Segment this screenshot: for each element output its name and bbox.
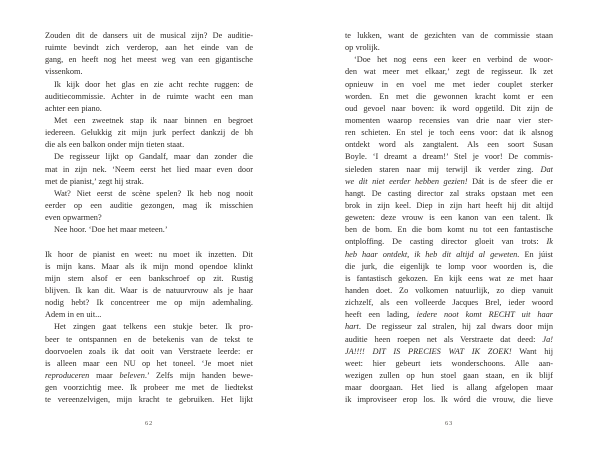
text-line [45,224,253,236]
text-line [345,249,553,261]
page-left [45,30,253,427]
text-segment: .’ Zelfs mijn handen bewe- [144,370,253,380]
text-line [45,249,253,261]
text-segment: auditiecommissie. Achter in de ruimte wacht een man [45,91,253,101]
text-line [45,115,253,127]
text-segment: En júist [519,249,553,259]
text-segment: Zouden dit de dansers uit de musical zijn? De auditie- [45,31,253,40]
text-line [45,66,253,78]
text-line [345,200,553,212]
text-line [345,79,553,91]
text-segment: maar [89,370,120,380]
text-line [345,91,553,103]
text-line [45,334,253,346]
italic-text-segment: reproduceren [45,370,90,380]
text-segment: maar doorgaan. Het lied is allang afgelopen maar [345,383,553,393]
text-line [345,285,553,297]
text-segment: oud gevoel naar boven: ik word opgetild. Dit zijn de [345,103,553,113]
text-line [345,273,553,285]
text-segment: vissenkom. [45,67,83,77]
text-line [345,30,553,42]
text-line [45,127,253,139]
italic-text-segment: JA!!!! DIT IS PRECIES WAT IK ZOEK! [345,346,512,356]
text-line [45,200,253,212]
text-line [45,358,253,370]
text-line [345,334,553,346]
text-line [45,285,253,297]
text-segment: momenten waarop recensies van drie naar vier ster- [345,115,553,125]
text-segment: Adem in en uit... [45,310,102,320]
text-segment: zichzelf, als een volleerde Jacques Brel, ieder woord [345,298,553,308]
italic-text-segment: heb haar ontdekt, ik heb dit altijd al geweten. [345,249,520,259]
text-line [45,297,253,309]
text-segment: Wat? Niet eerst de scène spelen? Ik heb nog nooit [54,188,253,198]
text-line [345,164,553,176]
text-segment: ik improviseer erop los. Ik wórd die vrouw, die lieve [345,395,553,405]
text-segment: die als een balkon onder mijn tieten staat. [45,140,185,150]
text-line [45,261,253,273]
page-left-folio: 62 [144,420,154,428]
text-line [345,42,553,54]
text-line [345,394,553,406]
text-segment: Boyle. ‘I dreamt a dream!’ Stel je voor! De commis- [345,152,553,162]
text-segment: Nee hoor. ‘Doe het maar meteen.’ [54,225,168,235]
text-segment: Dát is de sfeer die er [467,176,553,186]
italic-text-segment: Ik [546,237,553,247]
text-segment: Ik hoor de pianist en weet: nu moet ik inzetten. Dit [45,249,253,259]
text-line [345,382,553,394]
italic-text-segment: iedere noot komt RECHT uit haar [416,310,553,320]
text-line [45,212,253,224]
text-segment: geweten: deze vrouw is een kanon van een talent. Ik [345,213,553,223]
text-line [45,273,253,285]
text-line [45,394,253,406]
text-line [345,188,553,200]
text-line [345,224,553,236]
text-segment: Want hij [511,346,553,356]
text-segment: die jurk, die eigenlijk te lomp voor woorden is, die [345,261,553,271]
text-segment: . De regisseur zal stralen, hij zal dwars door mijn [358,322,553,332]
text-segment: handen doet. Zo volkomen natuurlijk, zo diep vanuit [345,285,553,295]
text-segment: nodig hebt? Ik concentreer me op mijn ademhaling. [45,298,253,308]
text-line [345,236,553,248]
text-line [345,54,553,66]
text-segment: den wat meer met elkaar,’ zegt de regisseur. Ik zet [345,67,553,77]
text-segment: weet: hier gebeurt iets wonderschoons. Alle aan- [345,358,553,368]
text-segment: iedereen. Gelukkig zit mijn jurk perfect dankzij de bh [45,128,253,138]
text-line [345,127,553,139]
text-segment: wezigen zullen op hun stoel gaan staan, en ik blijf [345,370,553,380]
text-line [345,176,553,188]
text-line [45,54,253,66]
text-segment: sieleden staren naar mij terwijl ik verder zing. [345,164,541,174]
text-segment: Met een zweetnek stap ik naar binnen en begroet [54,115,253,125]
text-line [345,66,553,78]
italic-text-segment: we dit niet eerder hebben gezien! [345,176,468,186]
text-segment: worden. En met die gewonnen kracht komt er een [345,91,553,101]
page-left-text [45,30,253,406]
text-segment: mijn stem alsof er een bankschroef op zit. Rustig [45,273,253,283]
text-line [45,370,253,382]
text-line [45,309,253,321]
text-segment: heeft een lading, [345,310,417,320]
text-segment: is fantastisch gekozen. En kijk eens wat ze met haar [345,273,553,283]
text-segment: auditie heen roepen net als Verstraete dat deed: [345,334,543,344]
page-right-folio: 63 [444,420,454,428]
text-segment: De regisseur lijkt op Gandalf, maar dan zonder die [54,152,253,162]
text-segment: ontdekt word als zangtalent. Als een soort Susan [345,140,553,150]
text-segment: is mijn kans. Maar als ik mijn mond opendoe klinkt [45,261,253,271]
text-line [345,212,553,224]
text-segment: ‘Doe het nog eens een keer en verbind de woor- [354,55,553,65]
text-line [345,115,553,127]
italic-text-segment: hart [345,322,359,332]
text-line [345,151,553,163]
text-segment: blijven. Ik kan dit. Waar is de natuurvrouw als je haar [45,285,253,295]
text-segment: ben de bom. En die bom komt nu tot een fantastische [345,225,553,235]
text-line [45,103,253,115]
text-segment: is alleen maar een NU op het toneel. ‘Je moet niet [45,358,253,368]
text-line [345,297,553,309]
text-segment: Ik kijk door het glas en zie acht rechte ruggen: de [54,79,253,89]
text-line [345,103,553,115]
text-line [45,151,253,163]
text-line [45,176,253,188]
text-segment: doorvoelen zoals ik dat ooit van Verstraete leerde: er [45,346,253,356]
text-segment: beer te ontspannen en de betekenis van de tekst te [45,334,253,344]
text-segment: gen voorzichtig mee. Ik probeer me met de liedtekst [45,383,253,393]
text-line [345,346,553,358]
text-line [45,382,253,394]
text-line [345,370,553,382]
text-line [45,42,253,54]
text-segment: even opwarmen? [45,213,102,223]
text-line [45,188,253,200]
text-segment: brok in zijn keel. Diep in zijn hart heeft hij dit altijd [345,200,553,210]
page-right-text [345,30,553,406]
text-line [345,139,553,151]
text-line [345,261,553,273]
text-line [45,30,253,42]
italic-text-segment: Ja! [542,334,553,344]
text-segment: hangt. De casting director zal straks opstaan met een [345,188,553,198]
text-segment: Het zingen gaat telkens een stukje beter. Ik pro- [54,322,253,332]
text-segment: gang, en heeft nog het meest weg van een gigantische [45,55,253,65]
italic-text-segment: Dat [540,164,553,174]
text-line [345,309,553,321]
text-segment: ren schieten. En stel je toch eens voor: dat ik alsnog [345,128,553,138]
text-segment: ontploffing. De casting director gloeit van trots: [345,237,547,247]
text-segment: mat in zijn nek. ‘Neem eerst het lied maar even door [45,164,253,174]
text-line [45,321,253,333]
text-line [45,164,253,176]
text-line [45,91,253,103]
text-segment: met de pianist,’ zegt hij strak. [45,176,144,186]
text-segment: eerder op een auditie gezongen, mag ik misschien [45,200,253,210]
text-line [45,346,253,358]
text-segment: te vereenzelvigen, mijn kracht te gebruiken. Het lijkt [45,395,253,405]
text-segment: op vrolijk. [345,43,380,53]
text-line [345,321,553,333]
text-line [345,358,553,370]
italic-text-segment: beleven [119,370,145,380]
text-segment: ruimte bevindt zich verderop, aan het einde van de [45,43,253,53]
text-segment: achter een piano. [45,103,102,113]
text-line [45,79,253,91]
text-line [45,139,253,151]
text-segment: opnieuw in en voel me met ieder couplet sterker [345,79,553,89]
page-right [345,30,553,427]
text-segment: te lukken, want de gezichten van de commissie staan [345,31,553,40]
